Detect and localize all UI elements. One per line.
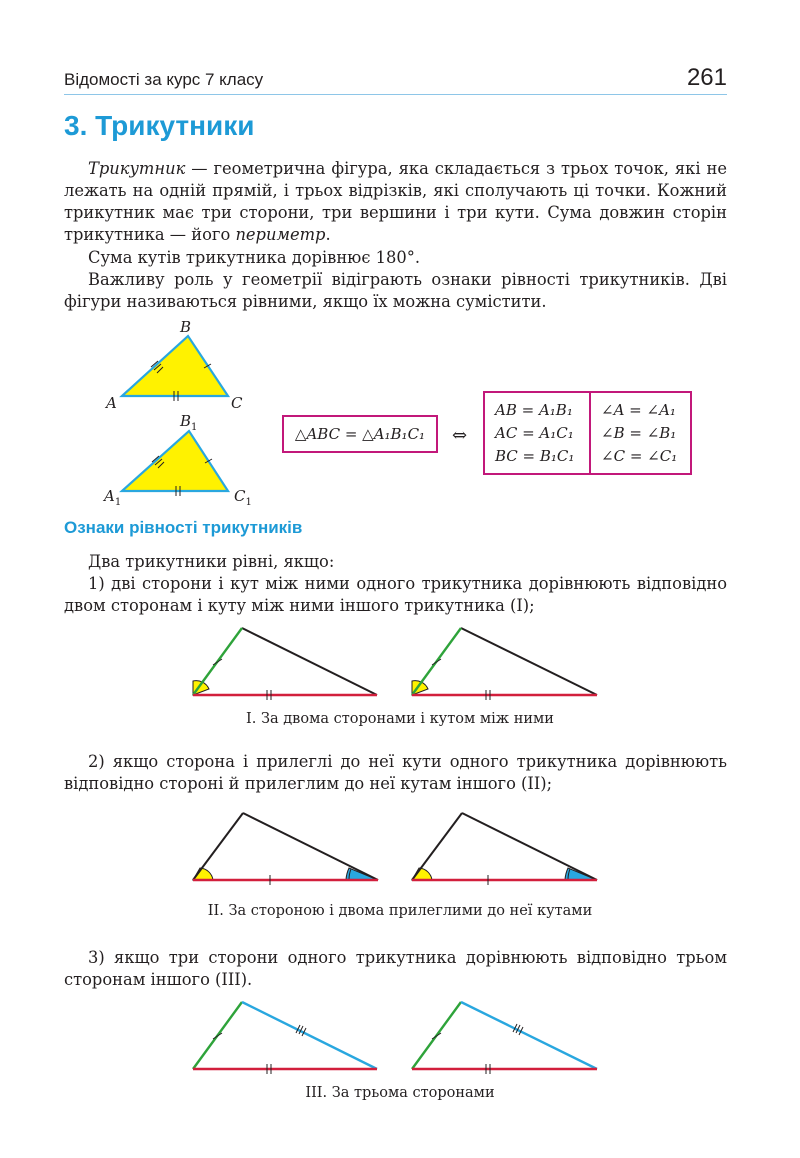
triangle-asa-2	[412, 813, 597, 885]
caption-sas: І. За двома сторонами і кутом між ними	[246, 711, 554, 727]
running-title: Відомості за курс 7 класу	[64, 70, 264, 89]
label-c: C	[231, 394, 243, 412]
triangle-a1b1c1	[122, 431, 228, 491]
side-eq-2: AC = A₁C₁	[495, 424, 574, 442]
angle-eq-3: ∠C = ∠C₁	[601, 447, 678, 465]
label-b1: $B_1$	[180, 412, 198, 433]
term-triangle: Трикутник	[88, 159, 186, 178]
criterion-2: 2) якщо сторона і прилеглі до неї кути одного трикутника дорівнюють відповідно стороні й прилеглим до неї кутам іншого (ІІ);	[64, 752, 727, 793]
figure-asa	[0, 805, 800, 895]
side-eq-1: AB = A₁B₁	[495, 401, 573, 419]
criterion-1: 1) дві сторони і кут між ними одного трикутника дорівнюють відповідно двом сторонам і куту між ними іншого трикутника (І);	[64, 574, 727, 615]
congruence-statement-box: △ABC = △A₁B₁C₁	[282, 415, 438, 453]
paragraph-angle-sum	[64, 247, 727, 269]
definition-end: .	[325, 225, 331, 244]
caption-asa: ІІ. За стороною і двома прилеглими до неї кутами	[207, 903, 593, 919]
page-number: 261	[686, 64, 727, 91]
page-header	[64, 64, 727, 95]
congruence-text: Важливу роль у геометрії відіграють ознаки рівності трикутників. Дві фігури називаються рівними, якщо їх можна сумістити.	[64, 270, 727, 311]
triangle-sss-2	[412, 1002, 597, 1074]
subheading-criteria: Ознаки рівності трикутників	[64, 518, 303, 537]
angle-sum-text: Сума кутів трикутника дорівнює 180°.	[88, 248, 421, 267]
section-title: 3. Трикутники	[64, 110, 255, 141]
triangle-sas-2	[412, 628, 597, 700]
sides-column	[485, 393, 591, 473]
label-a: A	[106, 394, 117, 412]
label-a1: $A_1$	[104, 487, 122, 508]
equivalence-symbol: ⇔	[452, 425, 468, 446]
caption-sss: ІІІ. За трьома сторонами	[305, 1085, 495, 1101]
angle-eq-1: ∠A = ∠A₁	[601, 401, 676, 419]
definition-text: — геометрична фігура, яка складається з трьох точок, які не лежать на одній прямій, і трьох відрізків, які сполучають ці точки. Кожний трикутник має три сторони, три вершини і три кути. Сума довжин сторін трикутника — його	[64, 159, 727, 244]
triangle-sss-1	[193, 1002, 377, 1074]
angle-eq-2: ∠B = ∠B₁	[601, 424, 677, 442]
congruence-table	[483, 391, 692, 475]
paragraph-congruence	[64, 269, 727, 313]
label-c1: $C_1$	[234, 487, 252, 508]
triangle-asa-1	[193, 813, 378, 885]
side-eq-3: BC = B₁C₁	[495, 447, 575, 465]
triangle-abc	[122, 336, 228, 396]
criteria-intro: Два трикутники рівні, якщо:	[88, 552, 335, 571]
label-b: B	[180, 318, 192, 336]
figure-sas	[0, 620, 800, 710]
angles-column	[591, 393, 690, 473]
figure-sss	[0, 995, 800, 1080]
criterion-3: 3) якщо три сторони одного трикутника дорівнюють відповідно трьом сторонам іншого (ІІІ).	[64, 948, 727, 989]
triangle-sas-1	[193, 628, 377, 700]
term-perimeter: периметр	[235, 225, 326, 244]
paragraph-definition	[64, 158, 727, 246]
